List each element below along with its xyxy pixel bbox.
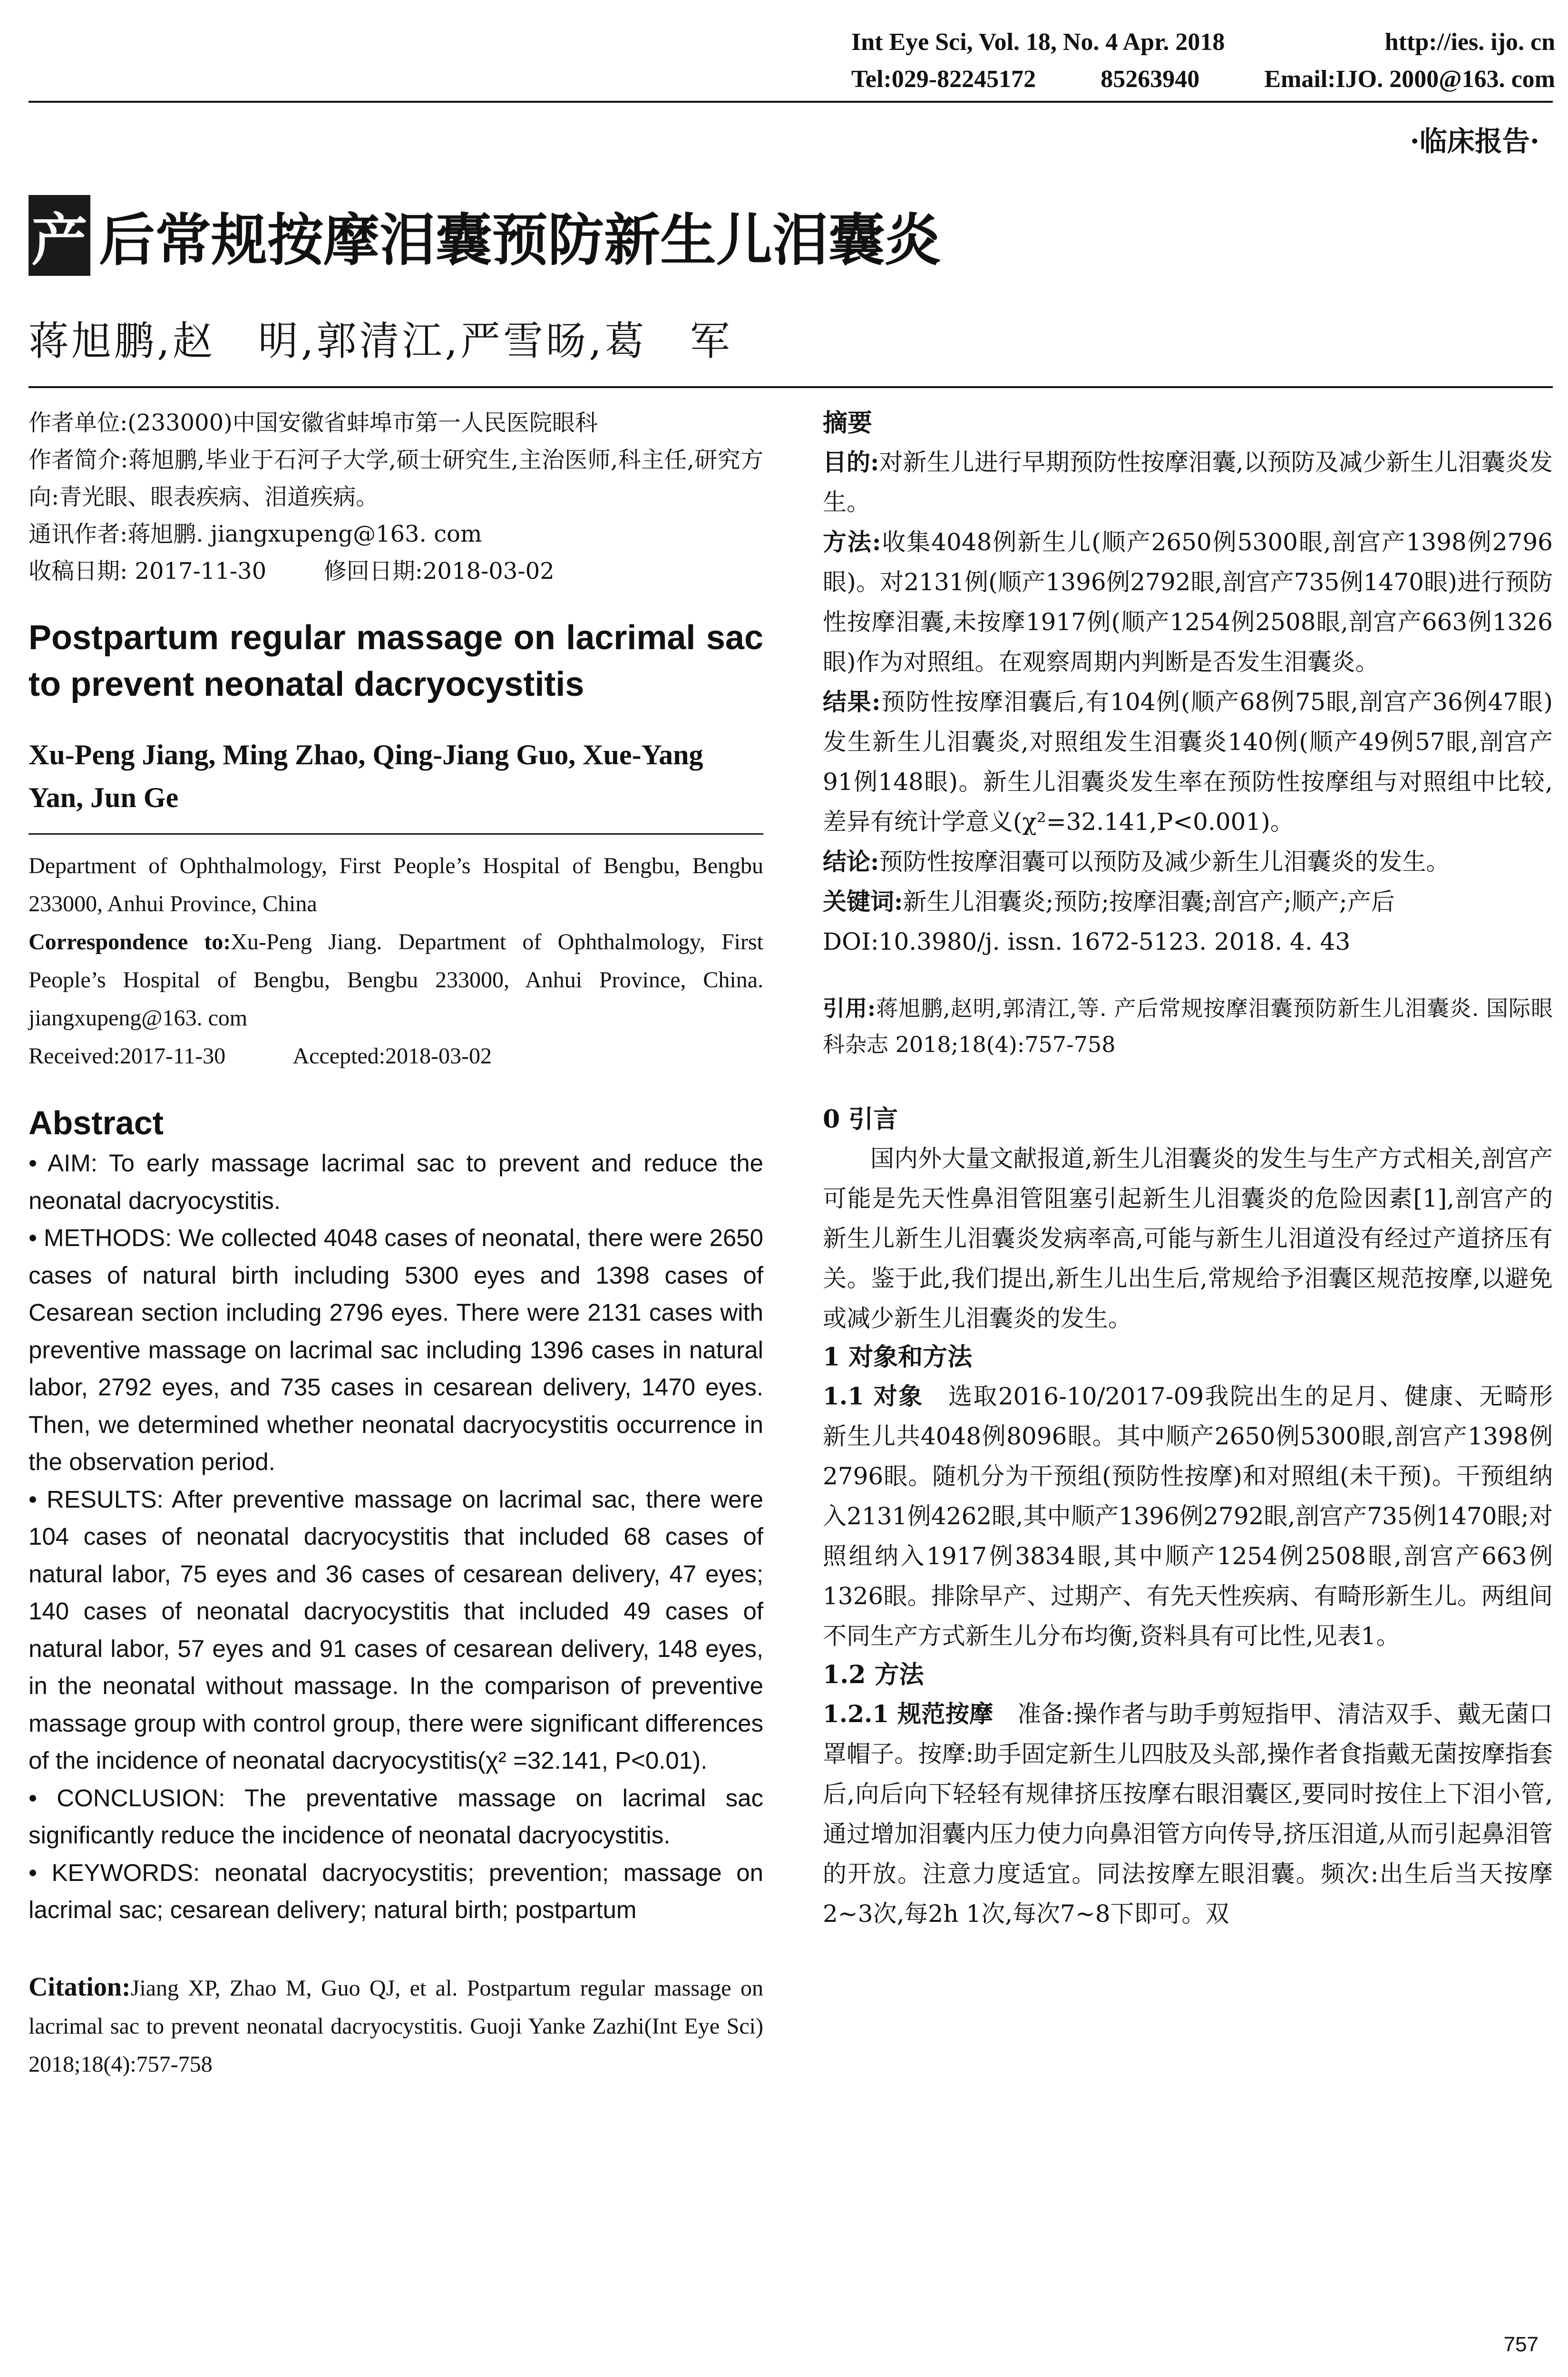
method-heading: 1.2 方法 xyxy=(823,1660,924,1689)
results-label: 结果: xyxy=(823,688,881,716)
journal-tel2: 85263940 xyxy=(1101,66,1200,93)
keywords-text: 新生儿泪囊炎;预防;按摩泪囊;剖宫产;顺产;产后 xyxy=(903,888,1395,916)
abstract-results: • RESULTS: After preventive massage on lacrimal sac, there were 104 cases of neonatal dacryocystitis that included 68 cases of natural labor, 75 eyes and 36 cases of cesarean delivery, 47 eyes; 140 cases of neonatal dacryocystitis that included 49 cases of natural labor, 57 eyes and 91 cases of cesarean delivery, 148 eyes, in the neonatal without massage. In the comparison of preventive massage group with control group, there were significant differences of the incidence of neonatal dacryocystitis(χ² =32.141, P<0.01). xyxy=(29,1485,763,1774)
massage-paragraph xyxy=(823,1694,1553,1934)
citation-cn-text: 蒋旭鹏,赵明,郭清江,等. 产后常规按摩泪囊预防新生儿泪囊炎. 国际眼科杂志 2018;18(4):757-758 xyxy=(823,995,1553,1057)
english-title: Postpartum regular massage on lacrimal sac to prevent neonatal dacryocystitis xyxy=(29,619,763,703)
correspondence xyxy=(29,923,763,1037)
received-date-cn: 收稿日期: 2017-11-30 xyxy=(29,558,267,585)
keywords-label: 关键词: xyxy=(823,887,903,916)
abstract-cn-aim xyxy=(823,442,1553,522)
abstract-cn-heading: 摘要 xyxy=(823,409,873,438)
abstract-cn-methods xyxy=(823,522,1553,682)
accepted-date-en: Accepted:2018-03-02 xyxy=(292,1043,492,1069)
journal-email[interactable]: Email:IJO. 2000@163. com xyxy=(1264,66,1555,93)
methods-label: 方法: xyxy=(823,528,881,556)
abstract-cn-conclusion xyxy=(823,842,1553,882)
intro-paragraph: 国内外大量文献报道,新生儿泪囊炎的发生与生产方式相关,剖宫产可能是先天性鼻泪管阻塞引起新生儿泪囊炎的危险因素[1],剖宫产的新生儿新生儿泪囊炎发病率高,可能与新生儿泪道没有经过产道挤压有关。鉴于此,我们提出,新生儿出生后,常规给予泪囊区规范按摩,以避免或减少新生儿泪囊炎的发生。 xyxy=(823,1145,1553,1332)
subjects-label: 1.1 对象 xyxy=(823,1382,924,1410)
abstract-cn-keywords xyxy=(823,882,1553,922)
conclusion-text: 预防性按摩泪囊可以预防及减少新生儿泪囊炎的发生。 xyxy=(879,848,1450,876)
left-column xyxy=(29,404,763,2084)
massage-text: 准备:操作者与助手剪短指甲、清洁双手、戴无菌口罩帽子。按摩:助手固定新生儿四肢及头部,操作者食指戴无菌按摩指套后,向后向下轻轻有规律挤压按摩右眼泪囊区,要同时按住上下泪小管,通过增加泪囊内压力使力向鼻泪管方向传导,挤压泪道,从而引起鼻泪管的开放。注意力度适宜。同法按摩左眼泪囊。频次:出生后当天按摩2~3次,每2h 1次,每次7~8下即可。双 xyxy=(823,1700,1553,1928)
abstract-en xyxy=(29,1145,763,1929)
citation-text: Jiang XP, Zhao M, Guo QJ, et al. Postpartum regular massage on lacrimal sac to prevent neonatal dacryocystitis. Guoji Yanke Zazhi(Int Eye Sci) 2018;18(4):757-758 xyxy=(29,1975,763,2077)
results-text: 预防性按摩泪囊后,有104例(顺产68例75眼,剖宫产36例47眼)发生新生儿泪囊炎,对照组发生泪囊炎140例(顺产49例57眼,剖宫产91例148眼)。新生儿泪囊炎发生率在预防性按摩组与对照组中比较,差异有统计学意义(χ²=32.141,P<0.001)。 xyxy=(823,688,1553,836)
citation-en xyxy=(29,1968,763,2084)
methods-heading: 1 对象和方法 xyxy=(823,1343,973,1372)
dates-en xyxy=(29,1037,763,1075)
dates-cn xyxy=(29,553,763,590)
abstract-keywords: • KEYWORDS: neonatal dacryocystitis; prevention; massage on lacrimal sac; cesarean delivery; natural birth; postpartum xyxy=(29,1859,763,1923)
header-rule xyxy=(29,101,1553,103)
title-text: 后常规按摩泪囊预防新生儿泪囊炎 xyxy=(99,207,941,273)
intro-heading: 0 引言 xyxy=(823,1105,898,1134)
journal-tel: Tel:029-82245172 xyxy=(851,66,1036,93)
journal-header xyxy=(851,24,1555,98)
authors-cn: 蒋旭鹏,赵 明,郭清江,严雪旸,葛 军 xyxy=(29,318,733,364)
aim-text: 对新生儿进行早期预防性按摩泪囊,以预防及减少新生儿泪囊炎发生。 xyxy=(823,448,1553,516)
corresponding-author: 通讯作者:蒋旭鹏. jiangxupeng@163. com xyxy=(29,521,482,547)
abstract-heading: Abstract xyxy=(29,1104,164,1141)
right-column xyxy=(823,404,1553,1934)
journal-citation: Int Eye Sci, Vol. 18, No. 4 Apr. 2018 xyxy=(851,29,1225,56)
journal-url[interactable]: http://ies. ijo. cn xyxy=(1384,29,1555,56)
author-unit: 作者单位:(233000)中国安徽省蚌埠市第一人民医院眼科 xyxy=(29,409,598,436)
received-date-en: Received:2017-11-30 xyxy=(29,1043,226,1069)
massage-label: 1.2.1 规范按摩 xyxy=(823,1700,993,1728)
subjects-text: 选取2016-10/2017-09我院出生的足月、健康、无畸形新生儿共4048例8096眼。其中顺产2650例5300眼,剖宫产1398例2796眼。随机分为干预组(预防性按摩)和对照组(未干预)。干预组纳入2131例4262眼,其中顺产1396例2792眼,剖宫产735例1470眼;对照组纳入1917例3834眼,其中顺产1254例2508眼,剖宫产663例1326眼。排除早产、过期产、有先天性疾病、有畸形新生儿。两组间不同生产方式新生儿分布均衡,资料具有可比性,见表1。 xyxy=(823,1383,1553,1650)
methods-text: 收集4048例新生儿(顺产2650例5300眼,剖宫产1398例2796眼)。对2131例(顺产1396例2792眼,剖宫产735例1470眼)进行预防性按摩泪囊,未按摩1917例(顺产1254例2508眼,剖宫产663例1326眼)作为对照组。在观察周期内判断是否发生泪囊炎。 xyxy=(823,528,1553,676)
citation-cn-label: 引用: xyxy=(823,995,876,1021)
article-title xyxy=(29,195,941,276)
doi[interactable]: DOI:10.3980/j. issn. 1672-5123. 2018. 4. 43 xyxy=(823,928,1351,955)
english-authors: Xu-Peng Jiang, Ming Zhao, Qing-Jiang Guo, Xue-Yang Yan, Jun Ge xyxy=(29,739,703,813)
citation-cn xyxy=(823,990,1553,1062)
citation-label: Citation: xyxy=(29,1972,131,2002)
page-number: 757 xyxy=(1503,2333,1539,2356)
section-tag: ·临床报告· xyxy=(1410,125,1539,157)
subjects-paragraph xyxy=(823,1376,1553,1656)
abstract-conclusion: • CONCLUSION: The preventative massage on lacrimal sac significantly reduce the incidence of neonatal dacryocystitis. xyxy=(29,1784,763,1849)
title-rule xyxy=(29,386,1553,388)
affiliation-rule xyxy=(29,833,763,835)
conclusion-label: 结论: xyxy=(823,848,879,876)
title-first-char: 产 xyxy=(29,195,90,276)
english-meta xyxy=(29,847,763,1075)
author-bio: 作者简介:蒋旭鹏,毕业于石河子大学,硕士研究生,主治医师,科主任,研究方向:青光眼、眼表疾病、泪道疾病。 xyxy=(29,447,763,510)
abstract-cn-results xyxy=(823,682,1553,842)
aim-label: 目的: xyxy=(823,448,879,476)
correspondence-text: Xu-Peng Jiang. Department of Ophthalmology, First People’s Hospital of Bengbu, Bengbu 233000, Anhui Province, China. jiangxupeng@163. com xyxy=(29,929,764,1031)
cn-meta xyxy=(29,404,763,590)
department: Department of Ophthalmology, First People’s Hospital of Bengbu, Bengbu 233000, Anhui Province, China xyxy=(29,853,763,916)
abstract-methods: • METHODS: We collected 4048 cases of neonatal, there were 2650 cases of natural birth including 5300 eyes and 1398 cases of Cesarean section including 2796 eyes. There were 2131 cases with preventive massage on lacrimal sac including 1396 cases in natural labor, 2792 eyes, and 735 cases in cesarean delivery, 1470 eyes. Then, we determined whether neonatal dacryocystitis occurrence in the observation period. xyxy=(29,1224,763,1475)
correspondence-label: Correspondence to: xyxy=(29,929,231,955)
abstract-aim: • AIM: To early massage lacrimal sac to prevent and reduce the neonatal dacryocystitis. xyxy=(29,1150,763,1214)
revised-date-cn: 修回日期:2018-03-02 xyxy=(323,558,555,585)
